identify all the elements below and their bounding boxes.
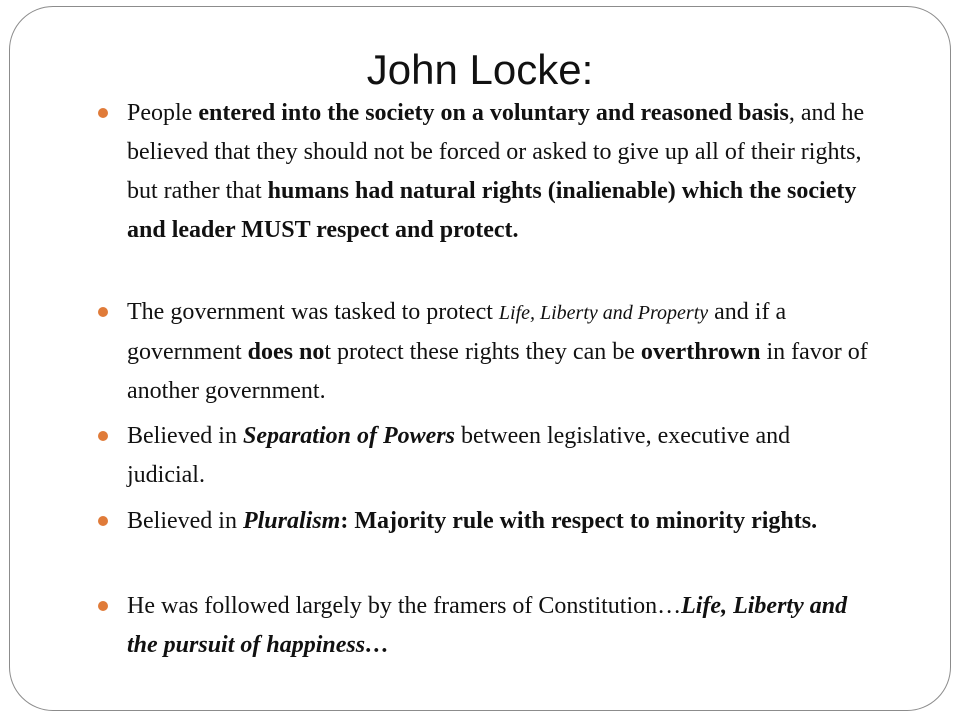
text-segment: , and he believed that they should not be forced or asked to give up all of their rights, but rather that	[127, 100, 865, 204]
text-segment: entered into the society on a voluntary and reasoned basis	[198, 100, 789, 126]
text-segment: Believed in	[127, 423, 243, 449]
bullet-item-2	[127, 293, 872, 411]
text-segment: Life, Liberty and the pursuit of happiness…	[127, 593, 848, 658]
text-segment: overthrown	[640, 339, 761, 365]
text-segment: People	[127, 100, 199, 126]
bullet-item-3	[127, 417, 872, 495]
text-segment: in favor of another government.	[127, 339, 868, 404]
bullet-dot	[98, 516, 108, 526]
text-segment: between legislative, executive and judicial.	[127, 423, 791, 488]
bullet-item-5	[127, 587, 872, 665]
bullet-text	[127, 299, 868, 404]
bullet-text	[127, 100, 864, 243]
bullet-dot	[98, 108, 108, 118]
text-segment: : Majority rule with respect to minority rights.	[340, 508, 818, 534]
bullet-text	[127, 423, 790, 488]
text-segment: Believed in	[127, 508, 243, 534]
bullet-item-1	[127, 94, 872, 250]
text-segment: humans had natural rights (inalienable) which the society and leader MUST respect and protect.	[127, 178, 857, 243]
slide-title: John Locke:	[366, 46, 594, 93]
text-segment: Separation of Powers	[242, 423, 455, 449]
text-segment: does no	[247, 339, 325, 365]
text-segment: and if a government	[127, 299, 787, 365]
bullet-dot	[98, 431, 108, 441]
bullet-text	[127, 508, 817, 534]
bullet-dot	[98, 307, 108, 317]
bullet-text	[127, 593, 847, 658]
bullet-item-4	[127, 502, 872, 541]
text-segment: Life, Liberty and Property	[498, 302, 709, 324]
text-segment: He was followed largely by the framers of Constitution…	[127, 593, 682, 619]
text-segment: The government was tasked to protect	[127, 299, 499, 325]
text-segment: t protect these rights they can be	[324, 339, 641, 365]
bullet-dot	[98, 601, 108, 611]
text-segment: Pluralism	[242, 508, 341, 534]
